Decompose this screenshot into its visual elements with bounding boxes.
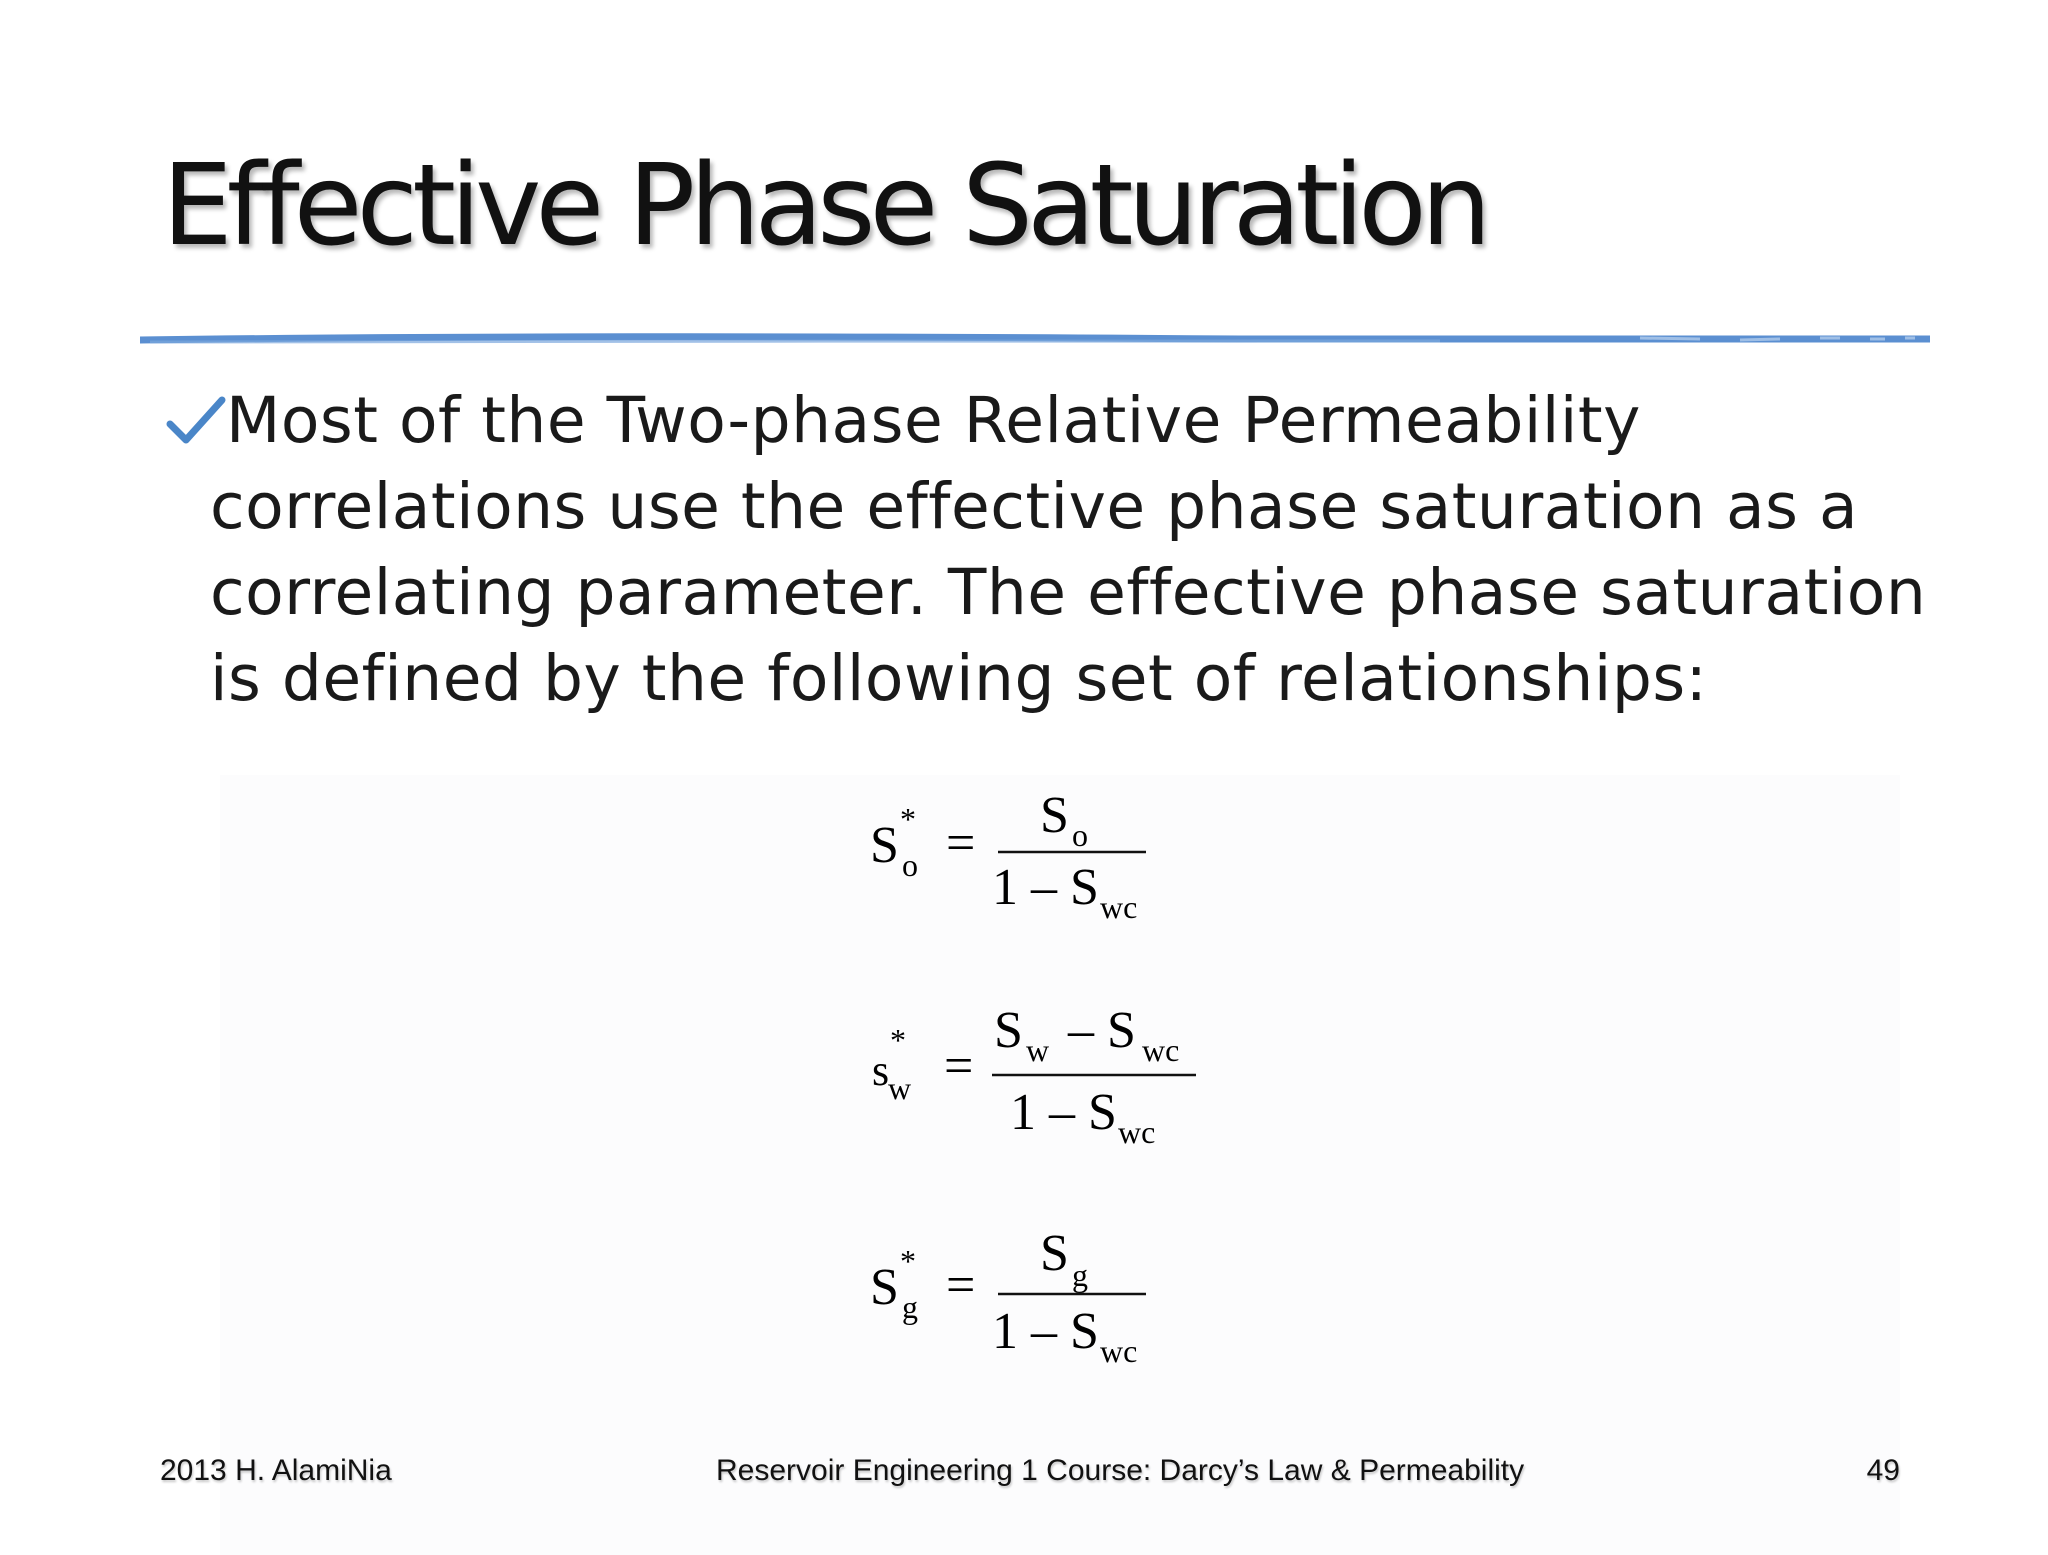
eq2-den-sub: wc (1118, 1114, 1156, 1150)
eq1-equals: = (946, 815, 976, 872)
eq1-den: 1 – S (992, 859, 1099, 916)
slide-title: Effective Phase Saturation (162, 141, 1486, 271)
eq1-lhs: S (870, 817, 899, 874)
eq2-equals: = (944, 1038, 974, 1095)
footer-course-title: Reservoir Engineering 1 Course: Darcy’s Law & Permeability (716, 1454, 1525, 1487)
bullet-text (160, 378, 1990, 722)
eq3-num-sub: g (1072, 1257, 1088, 1293)
eq1-den-sub: wc (1100, 889, 1138, 925)
eq2-num-op: – S (1068, 1002, 1136, 1059)
eq3-den: 1 – S (992, 1303, 1099, 1360)
eq1-lhs-sub: o (902, 847, 918, 883)
bullet-item (160, 378, 1960, 722)
checkmark-icon (166, 394, 226, 450)
bullet-continuation: correlations use the effective phase saturation as a correlating parameter. The effective phase saturation is defined by the following set of relationships: (210, 470, 1927, 715)
equation-water-saturation (860, 995, 1260, 1155)
eq2-lhs: s (872, 1046, 890, 1095)
bullet-first-line: Most of the Two-phase Relative Permeability (226, 384, 1641, 457)
page-number: 49 (1866, 1454, 1900, 1487)
eq3-lhs: S (870, 1259, 899, 1316)
eq3-equals: = (946, 1257, 976, 1314)
eq1-num: S (1040, 787, 1069, 844)
eq2-den: 1 – S (1010, 1084, 1117, 1141)
eq2-lhs-sup: * (890, 1022, 906, 1058)
equation-oil-saturation (860, 780, 1220, 930)
eq1-lhs-sup: * (900, 801, 916, 837)
eq2-lhs-sub: w (888, 1070, 912, 1106)
eq3-num: S (1040, 1225, 1069, 1282)
eq2-num-a: S (994, 1002, 1023, 1059)
eq2-num-b-sub: wc (1142, 1032, 1180, 1068)
eq3-den-sub: wc (1100, 1333, 1138, 1369)
eq3-lhs-sub: g (902, 1289, 918, 1325)
eq3-lhs-sup: * (900, 1243, 916, 1279)
footer-author: 2013 H. AlamiNia (160, 1454, 392, 1487)
eq2-num-a-sub: w (1026, 1032, 1050, 1068)
equation-gas-saturation (860, 1218, 1220, 1378)
eq1-num-sub: o (1072, 817, 1088, 853)
title-divider (140, 330, 1930, 350)
